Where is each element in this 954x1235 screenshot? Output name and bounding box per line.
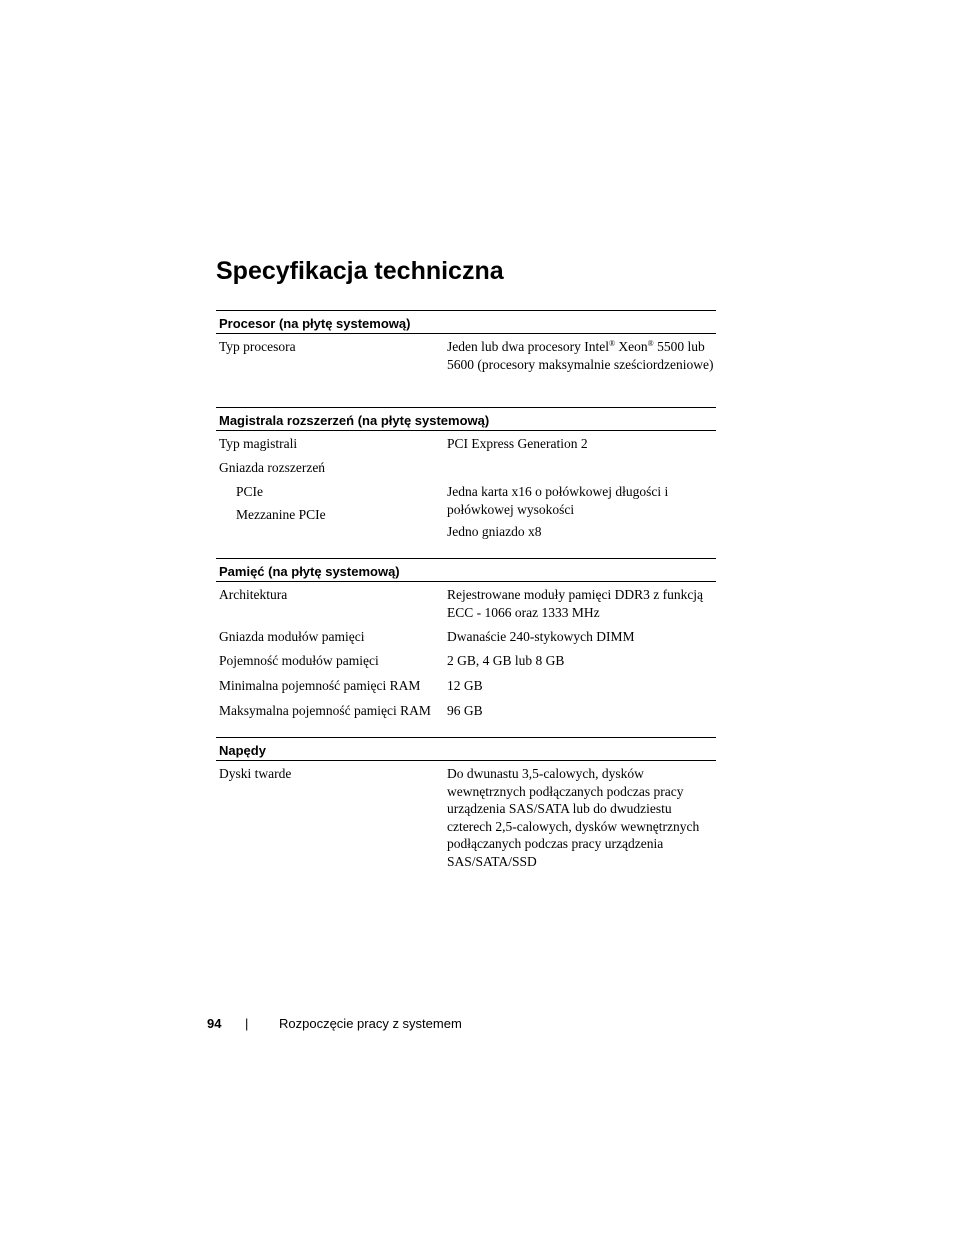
spec-label: Typ procesora [219,339,296,354]
spec-label: Dyski twarde [219,766,292,781]
spec-value-text: 5500 lub 5600 (procesory maksymalnie sześciordzeniowe) [447,339,714,372]
spec-value: Dwanaście 240-stykowych DIMM [447,629,635,644]
spec-value-text: Jeden lub dwa procesory Intel [447,339,609,354]
spec-label: Typ magistrali [219,436,298,451]
registered-mark: ® [647,339,654,348]
spec-value: 12 GB [447,678,483,693]
spec-value: Jedno gniazdo x8 [447,524,542,539]
spec-label: Pojemność modułów pamięci [219,653,379,668]
page-footer [0,1016,954,1034]
memory-section-title: Pamięć (na płytę systemową) [216,558,716,582]
drives-section [216,737,716,877]
footer-separator: | [245,1016,249,1031]
spec-value: Jedna karta x16 o połówkowej długości i połówkowej wysokości [447,484,669,517]
spec-value: Do dwunastu 3,5-calowych, dysków wewnętrznych podłączanych podczas pracy urządzenia SAS/SATA lub do dwudziestu czterech 2,5-calowych, dysków wewnętrznych podłączanych podczas pracy urządzenia SAS/SATA/SSD [447,766,700,869]
spec-value: 2 GB, 4 GB lub 8 GB [447,653,565,668]
footer-chapter-title: Rozpoczęcie pracy z systemem [279,1016,462,1031]
spec-label: PCIe [236,484,263,499]
processor-section [216,310,716,400]
memory-section [216,558,716,728]
spec-label: Maksymalna pojemność pamięci RAM [219,703,431,718]
spec-label: Mezzanine PCIe [236,507,326,522]
spec-value-text: Xeon [615,339,648,354]
spec-value [447,338,715,373]
bus-section-title: Magistrala rozszerzeń (na płytę systemową) [216,407,716,431]
processor-section-title: Procesor (na płytę systemową) [216,310,716,334]
drives-section-title: Napędy [216,737,716,761]
page-number: 94 [207,1016,222,1031]
spec-label: Architektura [219,587,288,602]
spec-value: 96 GB [447,703,483,718]
spec-label: Gniazda modułów pamięci [219,629,365,644]
registered-mark: ® [608,339,616,348]
spec-label: Minimalna pojemność pamięci RAM [219,678,421,693]
spec-label: Gniazda rozszerzeń [219,460,326,475]
spec-value: Rejestrowane moduły pamięci DDR3 z funkcją ECC - 1066 oraz 1333 MHz [447,587,704,620]
spec-value: PCI Express Generation 2 [447,436,588,451]
page-title: Specyfikacja techniczna [216,257,504,285]
bus-section [216,407,716,552]
